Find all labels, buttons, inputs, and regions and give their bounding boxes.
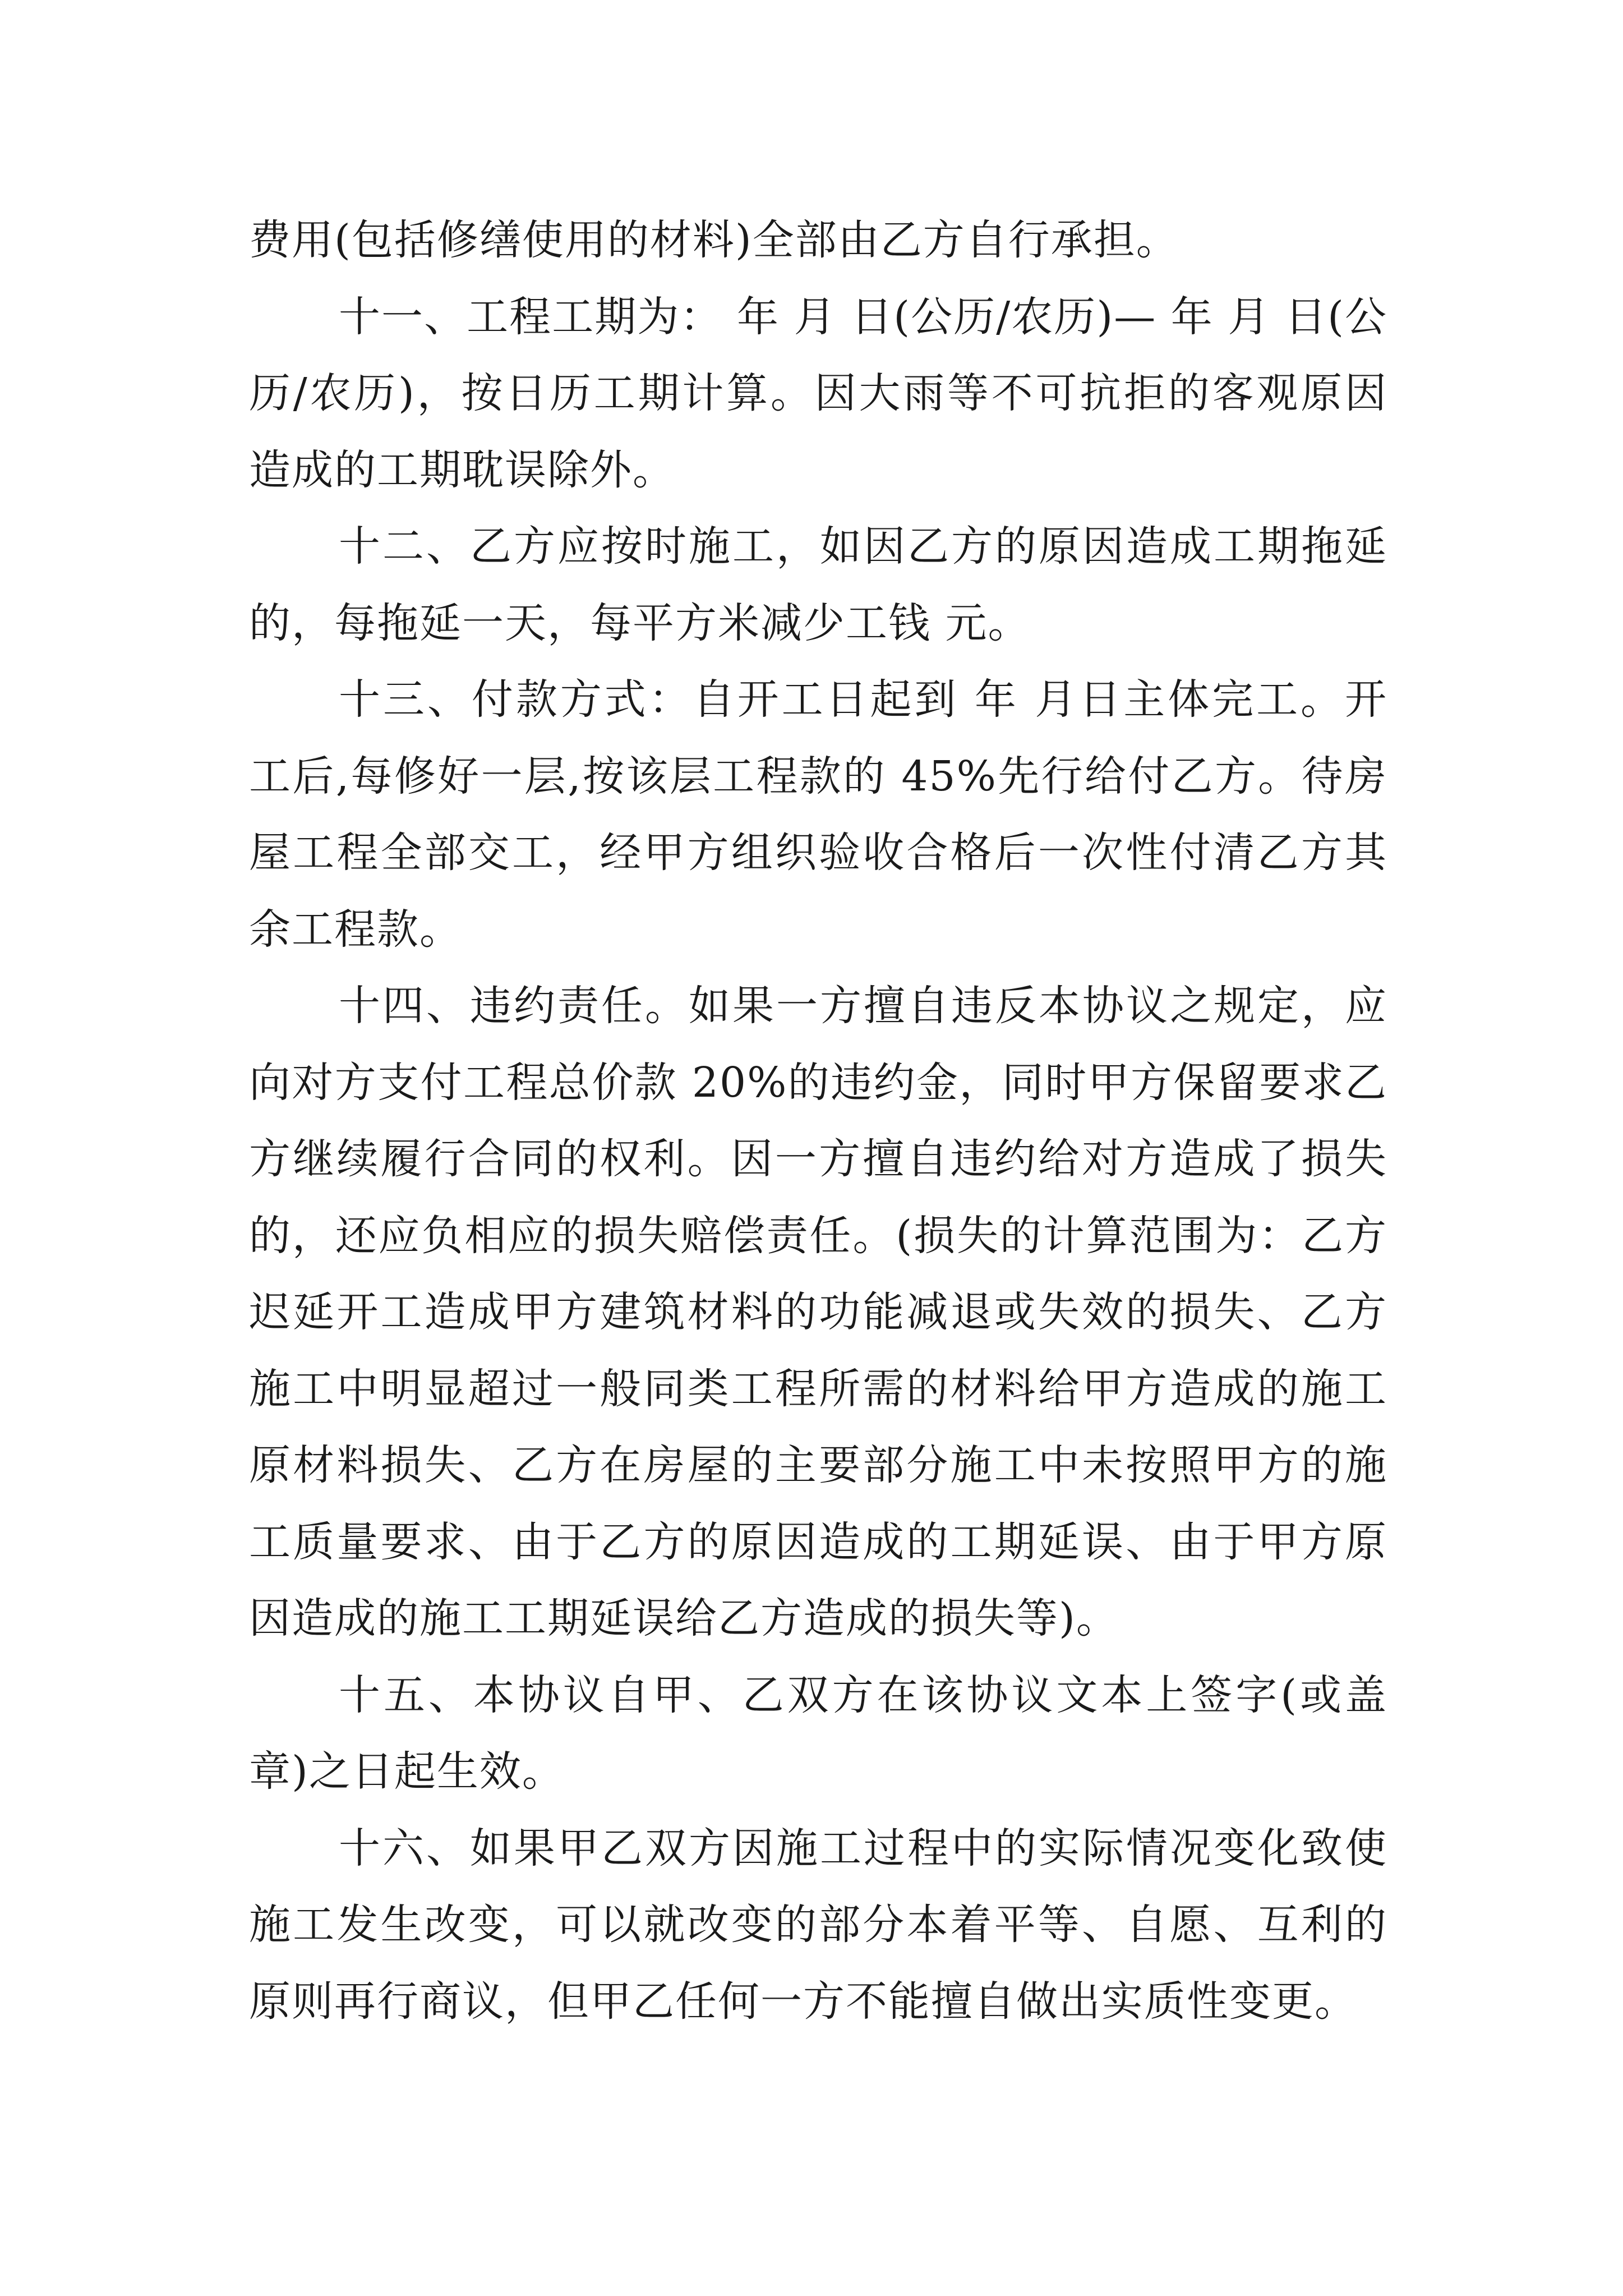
paragraph-clause-11-duration: 十一、工程工期为： 年 月 日(公历/农历)— 年 月 日(公历/农历)，按日历工期计算。因大雨等不可抗拒的客观原因造成的工期耽误除外。 [249, 292, 1387, 494]
paragraph-cost-bearing: 费用(包括修缮使用的材料)全部由乙方自行承担。 [249, 216, 1179, 264]
paragraph-clause-14-liability: 十四、违约责任。如果一方擅自违反本协议之规定，应向对方支付工程总价款 20%的违约金，同时甲方保留要求乙方继续履行合同的权利。因一方擅自违约给对方造成了损失的，还应负相应的损失赔偿责任。(损失的计算范围为：乙方迟延开工造成甲方建筑材料的功能减退或失效的损失、乙方施工中明显超过一般同类工程所需的材料给甲方造成的施工原材料损失、乙方在房屋的主要部分施工中未按照甲方的施工质量要求、由于乙方的原因造成的工期延误、由于甲方原因造成的施工工期延误给乙方造成的损失等)。 [249, 982, 1387, 1642]
paragraph-clause-13-payment: 十三、付款方式：自开工日起到 年 月日主体完工。开工后,每修好一层,按该层工程款的 45%先行给付乙方。待房屋工程全部交工，经甲方组织验收合格后一次性付清乙方其余工程款。 [249, 675, 1387, 954]
document-body [249, 202, 1387, 2040]
paragraph-clause-15-effective: 十五、本协议自甲、乙双方在该协议文本上签字(或盖章)之日起生效。 [249, 1671, 1387, 1796]
paragraph-clause-12-delay: 十二、乙方应按时施工，如因乙方的原因造成工期拖延的，每拖延一天，每平方米减少工钱 元。 [249, 522, 1387, 647]
paragraph-clause-16-changes: 十六、如果甲乙双方因施工过程中的实际情况变化致使施工发生改变，可以就改变的部分本着平等、自愿、互利的原则再行商议，但甲乙任何一方不能擅自做出实质性变更。 [249, 1824, 1387, 2026]
